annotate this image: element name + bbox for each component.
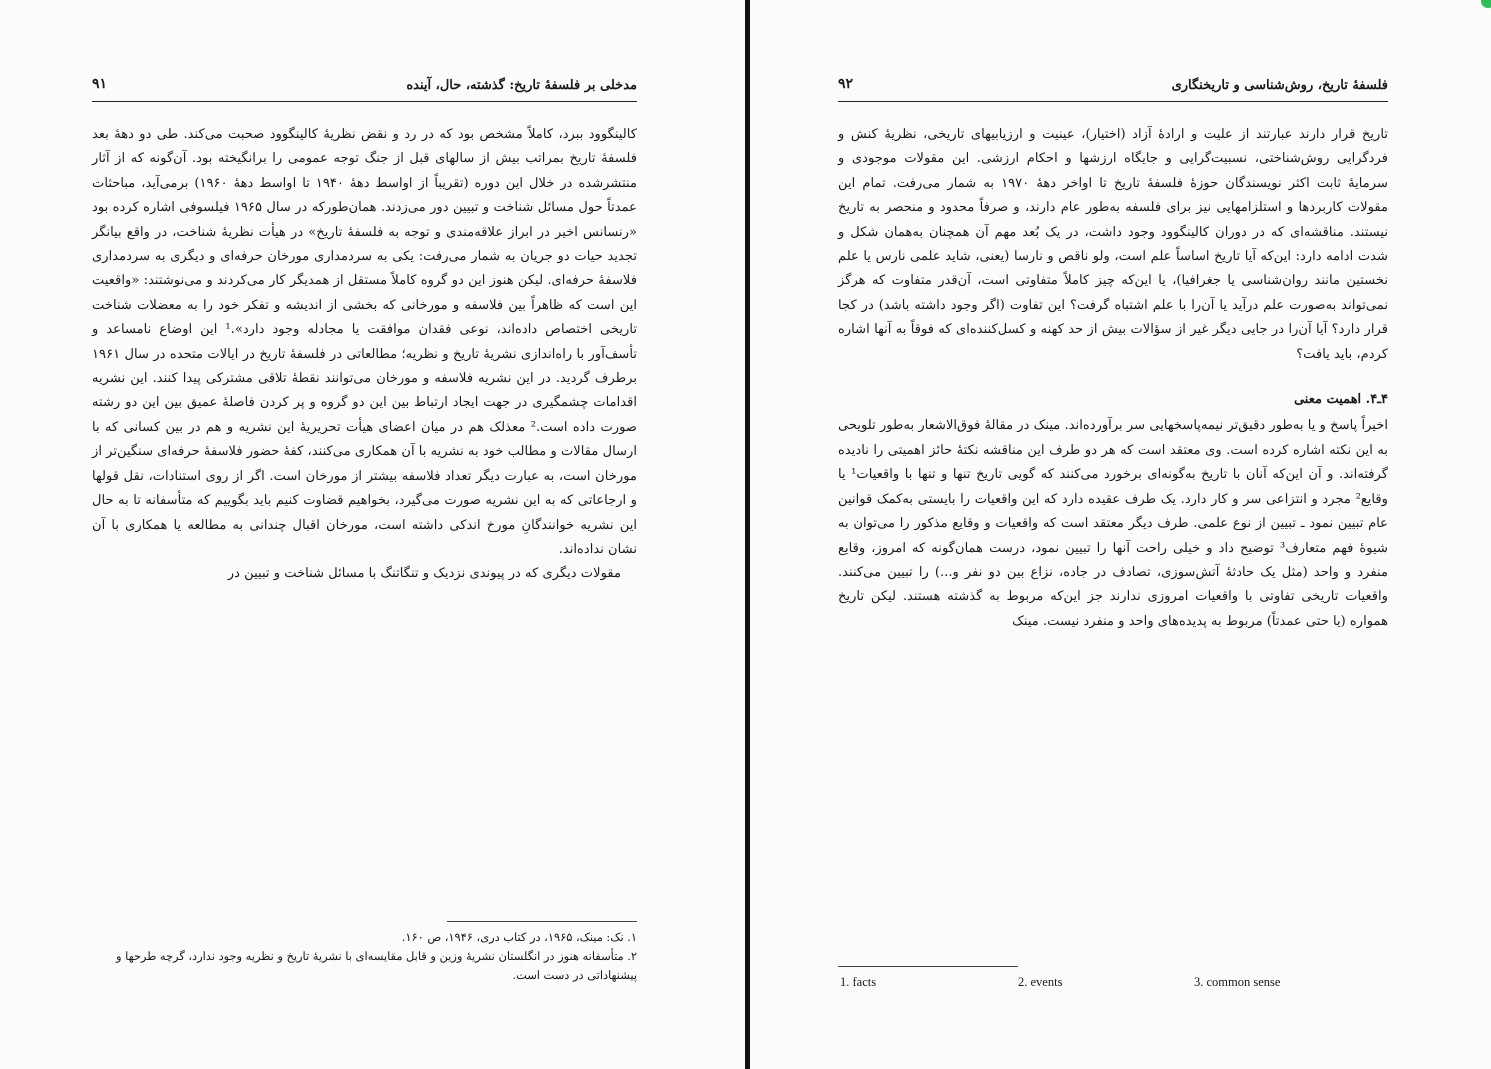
header-title: فلسفهٔ تاریخ، روش‌شناسی و تاریخنگاری [1171,78,1388,93]
footnotes [92,928,637,985]
header-title: مدخلی بر فلسفهٔ تاریخ: گذشته، حال، آینده [406,78,637,93]
paragraph: اخیراً پاسخ و یا به‌طور دقیق‌تر نیمه‌پاسخهایی سر برآورده‌اند. مینک در مقالهٔ فوق‌الاشعار به‌طور تلویحی به این نکته اشاره کرده است. وی معتقد است که هر دو طرف این مناقشه نکتهٔ حائز اهمیتی را نادیده گرفته‌اند. و آن این‌که آنان با تاریخ به‌گونه‌ای برخورد می‌کنند که گویی تاریخ تنها و تنها با واقعیات¹ یا وقایع² مجرد و انتزاعی سر و کار دارد. یک طرف عقیده دارد که این واقعیات را بایستی به‌کمک قوانین عام تبیین نمود ـ تبیین از نوع علمی. طرف دیگر معتقد است که واقعیات و وقایع مذکور را می‌توان به شیوهٔ فهم متعارف³ توضیح داد و خیلی راحت آنها را تبیین نمود، درست همان‌گونه که امروز، وقایع منفرد و واحد (مثل یک حادثهٔ آتش‌سوزی، تصادف در جاده، نزاع بین دو نفر و...) را تبیین می‌کنند. واقعیات تاریخی تفاوتی با واقعیات امروزی ندارند جز این‌که مربوط به گذشته هستند. لیکن تاریخ همواره (یا حتی عمدتاً) مربوط به پدیده‌های واحد و منفرد نیست. مینک [838,418,1389,629]
paragraph: تاریخ قرار دارند عبارتند از علیت و ارادهٔ آزاد (اختیار)، عینیت و ارزیابیهای تاریخی، نظریهٔ کنش و فردگرایی روش‌شناختی، نسبیت‌گرایی و جایگاه ارزشها و احکام ارزشی. این مقولات موجودی و سرمایهٔ ثابت اکثر نویسندگان حوزهٔ فلسفهٔ تاریخ تا اواخر دههٔ ۱۹۷۰ به شمار می‌رفت. تمام این مقولات کاربردها و استلزامهایی نیز برای فلسفه به‌طور عام دارند، و صرفاً محدود و منحصر به تاریخ نیستند. مناقشه‌ای که در دوران کالینگوود وجود داشت، در یک بُعد مهم آن همچنان به‌همان شکل و شدت ادامه دارد: این‌که آیا تاریخ اساساً علم است، ولو ناقص و نارسا (یعنی، شاید علمی نارس یا علم نخستین مانند روان‌شناسی یا جغرافیا)، یا این‌که چیز کاملاً متفاوتی است، آن‌قدر متفاوت که هرگز نمی‌تواند به‌صورت علم درآید یا آن‌را با علم اشتباه گرفت؟ این تفاوت (اگر وجود داشته باشد) در کجا قرار دارد؟ آیا آن‌را در جایی دیگر غیر از سؤالات بیش از حد کهنه و کسل‌کننده‌ای که فوقاً به آنها اشاره کردم، باید یافت؟ [838,127,1388,362]
left-page [0,0,745,1069]
footnote: 3. common sense [1194,975,1281,989]
footnote: ۲. متأسفانه هنوز در انگلستان نشریهٔ وزین و قابل مقایسه‌ای با نشریهٔ تاریخ و نظریه وجود ندارد، گرچه طرحها و پیشنهاداتی در دست است. [116,949,637,982]
paragraph: مقولات دیگری که در پیوندی نزدیک و تنگاتنگ با مسائل شناخت و تبیین در [227,566,621,582]
footnote-divider [447,921,637,922]
body-text [838,123,1388,634]
corner-indicator-icon [1481,0,1491,8]
running-header [838,75,1388,102]
page-number: ۹۱ [92,76,108,92]
right-page [750,0,1491,1069]
running-header [92,75,637,102]
paragraph: کالینگوود ببرد، کاملاً مشخص بود که در رد و نقض نظریهٔ کالینگوود صحبت می‌کند. طی دو دههٔ بعد فلسفهٔ تاریخ بمراتب بیش از سالهای قبل از جنگ توجه عمومی را برانگیخته بود. آن‌گونه که از آثار منتشرشده در خلال این دوره (تقریباً از اواسط دههٔ ۱۹۴۰ تا اواسط دههٔ ۱۹۶۰) برمی‌آید، مباحثات عمدتاً حول مسائل شناخت و تبیین دور می‌زدند. همان‌طورکه در سال ۱۹۶۵ فیلسوفی اشاره کرده بود «رنسانس اخیر در ابراز علاقه‌مندی و توجه به فلسفهٔ تاریخ» در هیأت نظریهٔ شناخت، در واقع بیانگر تجدید حیات دو جریان به شمار می‌رفت: یکی به سردمداری مورخان حرفه‌ای و دیگری به سردمداری فلاسفهٔ حرفه‌ای. لیکن هنوز این دو گروه کاملاً مستقل از همدیگر کار می‌کردند و می‌نوشتند: «واقعیت این است که ظاهراً بین فلاسفه و مورخانی که بخشی از اندیشه و تفکر خود را به معضلات شناخت تاریخی اختصاص داده‌اند، نوعی فقدان موافقت یا مجادله وجود دارد».¹ این اوضاع نامساعد و تأسف‌آور با راه‌اندازی نشریهٔ تاریخ و نظریه؛ مطالعاتی در فلسفهٔ تاریخ در ایالات متحده در سال ۱۹۶۱ برطرف گردید. در این نشریه فلاسفه و مورخان می‌توانند نقطهٔ تلاقی مشترکی پیدا کنند. این نشریه اقدامات چشمگیری در جهت ایجاد ارتباط بین این دو گروه و پر کردن فاصلهٔ عمیق بین این دو رشته صورت داده است.² معذلک هم در میان اعضای هیأت تحریریهٔ این نشریه و هم در بین کسانی که با ارسال مقالات و مطالب خود به نشریه با آن همکاری می‌کنند، کفهٔ حضور فلاسفهٔ حرفه‌ای سنگین‌تر از مورخان است، به عبارت دیگر تعداد فلاسفه بیشتر از مورخان است. اگر از روی استنادات، نقل قولها و ارجاعاتی که به این نشریه صورت می‌گیرد، بخواهیم قضاوت کنیم باید بگوییم که متأسفانه تا به حال این نشریه خوانندگانِ مورخ اندکی داشته است، مورخان اقبال چندانی به مطالعه یا همکاری با آن نشان نداده‌اند. [92,127,637,557]
footnote: 1. facts [840,975,877,989]
body-text [92,123,637,587]
section-heading: ۴ـ۴. اهمیت معنی [1293,392,1388,408]
footnote: ۱. نک: مینک، ۱۹۶۵، در کتاب دری، ۱۹۴۶، ص ۱۶۰. [401,930,637,944]
page-number: ۹۲ [838,76,854,92]
footnote: 2. events [1018,975,1063,989]
footnote-divider [838,966,1018,967]
